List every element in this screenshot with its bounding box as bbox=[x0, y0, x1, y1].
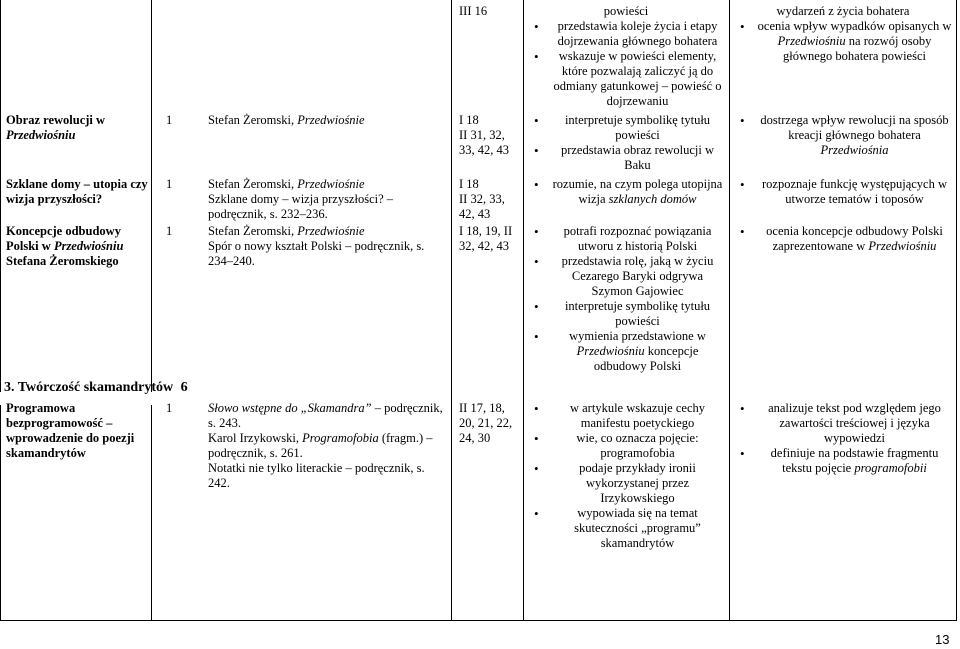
col5-r4-b-pre: definiuje na podstawie fragmentu tekstu pojęcie bbox=[770, 446, 939, 475]
col4-r3-item-2: • interpretuje symbolikę tytułu powieści bbox=[527, 299, 725, 329]
row3-reading-b: Spór o nowy kształt Polski – podręcznik, s. 234–240. bbox=[208, 239, 425, 268]
col5-r4-list bbox=[733, 401, 953, 476]
table-divider-1 bbox=[151, 0, 152, 392]
table-divider-3 bbox=[523, 0, 524, 620]
col5-r4-b-italic: programofobii bbox=[854, 461, 927, 475]
row4-reading-c: Notatki nie tylko literackie – podręcznik, s. 242. bbox=[208, 461, 425, 490]
row1-reading-italic: Przedwiośnie bbox=[297, 113, 365, 127]
col5-r0-list bbox=[733, 19, 953, 64]
row4-reading-b: Karol Irzykowski, bbox=[208, 431, 299, 445]
row2-hours: 1 bbox=[166, 177, 173, 191]
col4-r4-list bbox=[527, 401, 725, 551]
topic-revolution bbox=[6, 113, 148, 143]
col4-r4-item-1: • wie, co oznacza pojęcie: programofobia bbox=[527, 431, 725, 461]
row4-reading-a: – podręcznik, s. 243. bbox=[208, 401, 443, 430]
col4-r1-item-0: • interpretuje symbolikę tytułu powieści bbox=[527, 113, 725, 143]
row2-reading-b: Szklane domy – wizja przyszłości? – podręcznik, s. 232–236. bbox=[208, 192, 394, 221]
codes-row4: II 17, 18, 20, 21, 22, 24, 30 bbox=[459, 401, 513, 445]
col5-r3-pre: ocenia koncepcje odbudowy Polski zaprezentowane w bbox=[766, 224, 943, 253]
row3-reading-italic: Przedwiośnie bbox=[297, 224, 365, 238]
col4-r1-item-1: • przedstawia obraz rewolucji w Baku bbox=[527, 143, 725, 173]
col5-r1-italic: Przedwiośnia bbox=[820, 143, 889, 157]
codes-row2: I 18 II 32, 33, 42, 43 bbox=[459, 177, 505, 221]
col5-r1-pre: dostrzega wpływ rewolucji na sposób kreacji głównego bohatera bbox=[760, 113, 949, 142]
col5-r0-post: na rozwój osoby głównego bohatera powieści bbox=[782, 34, 932, 63]
col4-r0-item-1: • wskazuje w powieści elementy, które pozwalają zaliczyć ją do odmiany gatunkowej – powieść o dojrzewaniu bbox=[527, 49, 725, 109]
col4-r2-pre: rozumie, na czym polega utopijna wizja bbox=[552, 177, 723, 206]
col5-r0-head: wydarzeń z życia bohatera bbox=[776, 4, 910, 18]
table-border-left-b bbox=[0, 405, 1, 620]
col4-r2-item-0 bbox=[527, 177, 725, 207]
col4-r3-item-1: • przedstawia rolę, jaką w życiu Cezarego Baryki odgrywa Szymon Gajowiec bbox=[527, 254, 725, 299]
table-border-left bbox=[0, 0, 1, 392]
topic-rebuild-italic: Przedwiośniu bbox=[53, 239, 124, 253]
row1-reading bbox=[208, 113, 448, 128]
codes-row0: III 16 bbox=[459, 4, 488, 18]
table-divider-4 bbox=[729, 0, 730, 620]
section-heading bbox=[4, 380, 188, 395]
topic-revolution-text: Obraz rewolucji w bbox=[6, 113, 106, 127]
col4-r3-item-0: • potrafi rozpoznać powiązania utworu z historią Polski bbox=[527, 224, 725, 254]
row1-hours: 1 bbox=[166, 113, 173, 127]
col4-r4-item-3: • wypowiada się na temat skuteczności „programu” skamandrytów bbox=[527, 506, 725, 551]
col5-r0-pre: ocenia wpływ wypadków opisanych w bbox=[757, 19, 952, 33]
col4-r3-last-italic: Przedwiośniu bbox=[576, 344, 645, 358]
codes-row3: I 18, 19, II 32, 42, 43 bbox=[459, 224, 513, 253]
col4-r0-list bbox=[527, 19, 725, 109]
col5-r4-item-0: • analizuje tekst pod względem jego zawartości treściowej i języka wypowiedzi bbox=[733, 401, 953, 446]
topic-rebuild-pre: Koncepcje odbudowy Polski w bbox=[6, 224, 121, 253]
col5-r3-list bbox=[733, 224, 953, 254]
col4-r1-list bbox=[527, 113, 725, 173]
table-divider-2 bbox=[451, 0, 452, 620]
row4-hours: 1 bbox=[166, 401, 173, 415]
topic-revolution-italic: Przedwiośniu bbox=[6, 128, 76, 142]
col4-r4-item-2: • podaje przykłady ironii wykorzystanej przez Irzykowskiego bbox=[527, 461, 725, 506]
col5-r3-italic: Przedwiośniu bbox=[868, 239, 937, 253]
col5-r3-item-0 bbox=[733, 224, 953, 254]
section-label: 3. Twórczość skamandrytów bbox=[4, 380, 174, 395]
col4-r3-last-post: koncepcje odbudowy Polski bbox=[593, 344, 699, 373]
col4-r2-italic: szklanych domów bbox=[608, 192, 697, 206]
col4-r2-list bbox=[527, 177, 725, 207]
row-bottom-line bbox=[0, 620, 957, 621]
row3-hours: 1 bbox=[166, 224, 173, 238]
col4-r3-list bbox=[527, 224, 725, 374]
table-border-right bbox=[956, 0, 957, 620]
row3-reading bbox=[208, 224, 440, 269]
page-number: 13 bbox=[935, 632, 950, 647]
col5-r0-item-0 bbox=[733, 19, 953, 64]
col5-r4-item-1 bbox=[733, 446, 953, 476]
col5-r1-item-0 bbox=[733, 113, 953, 158]
col4-r0-item-0: • przedstawia koleje życia i etapy dojrzewania głównego bohatera bbox=[527, 19, 725, 49]
topic-glass-houses: Szklane domy – utopia czy wizja przyszłości? bbox=[6, 177, 148, 206]
col4-r0-head: powieści bbox=[603, 4, 649, 18]
col5-r2-list bbox=[733, 177, 953, 207]
topic-rebuild-poland bbox=[6, 224, 148, 269]
row2-reading-text: Stefan Żeromski, bbox=[208, 177, 295, 191]
codes-row1: I 18 II 31, 32, 33, 42, 43 bbox=[459, 113, 509, 157]
section-hours: 6 bbox=[180, 380, 188, 395]
row4-reading-b2: (fragm.) – podręcznik, s. 261. bbox=[208, 431, 433, 460]
row1-reading-text: Stefan Żeromski, bbox=[208, 113, 295, 127]
col4-r4-item-0: • w artykule wskazuje cechy manifestu poetyckiego bbox=[527, 401, 725, 431]
row3-reading-text: Stefan Żeromski, bbox=[208, 224, 295, 238]
row4-reading-b-italic: Programofobia bbox=[302, 431, 379, 445]
row2-reading-italic: Przedwiośnie bbox=[297, 177, 365, 191]
table-divider-1b bbox=[151, 405, 152, 620]
col4-r3-last-pre: wymienia przedstawione w bbox=[569, 329, 706, 343]
col5-r1-list bbox=[733, 113, 953, 158]
topic-rebuild-post: Stefana Żeromskiego bbox=[6, 254, 119, 268]
topic-programofobia: Programowa bezprogramowość – wprowadzenie do poezji skamandrytów bbox=[6, 401, 135, 460]
col5-r0-italic: Przedwiośniu bbox=[777, 34, 846, 48]
row4-reading-a-italic: Słowo wstępne do „Skamandra” bbox=[208, 401, 372, 415]
row2-reading bbox=[208, 177, 440, 222]
col4-r3-item-3 bbox=[527, 329, 725, 374]
col5-r2-item-0: • rozpoznaje funkcję występujących w utworze tematów i toposów bbox=[733, 177, 953, 207]
row4-readings bbox=[208, 401, 446, 491]
